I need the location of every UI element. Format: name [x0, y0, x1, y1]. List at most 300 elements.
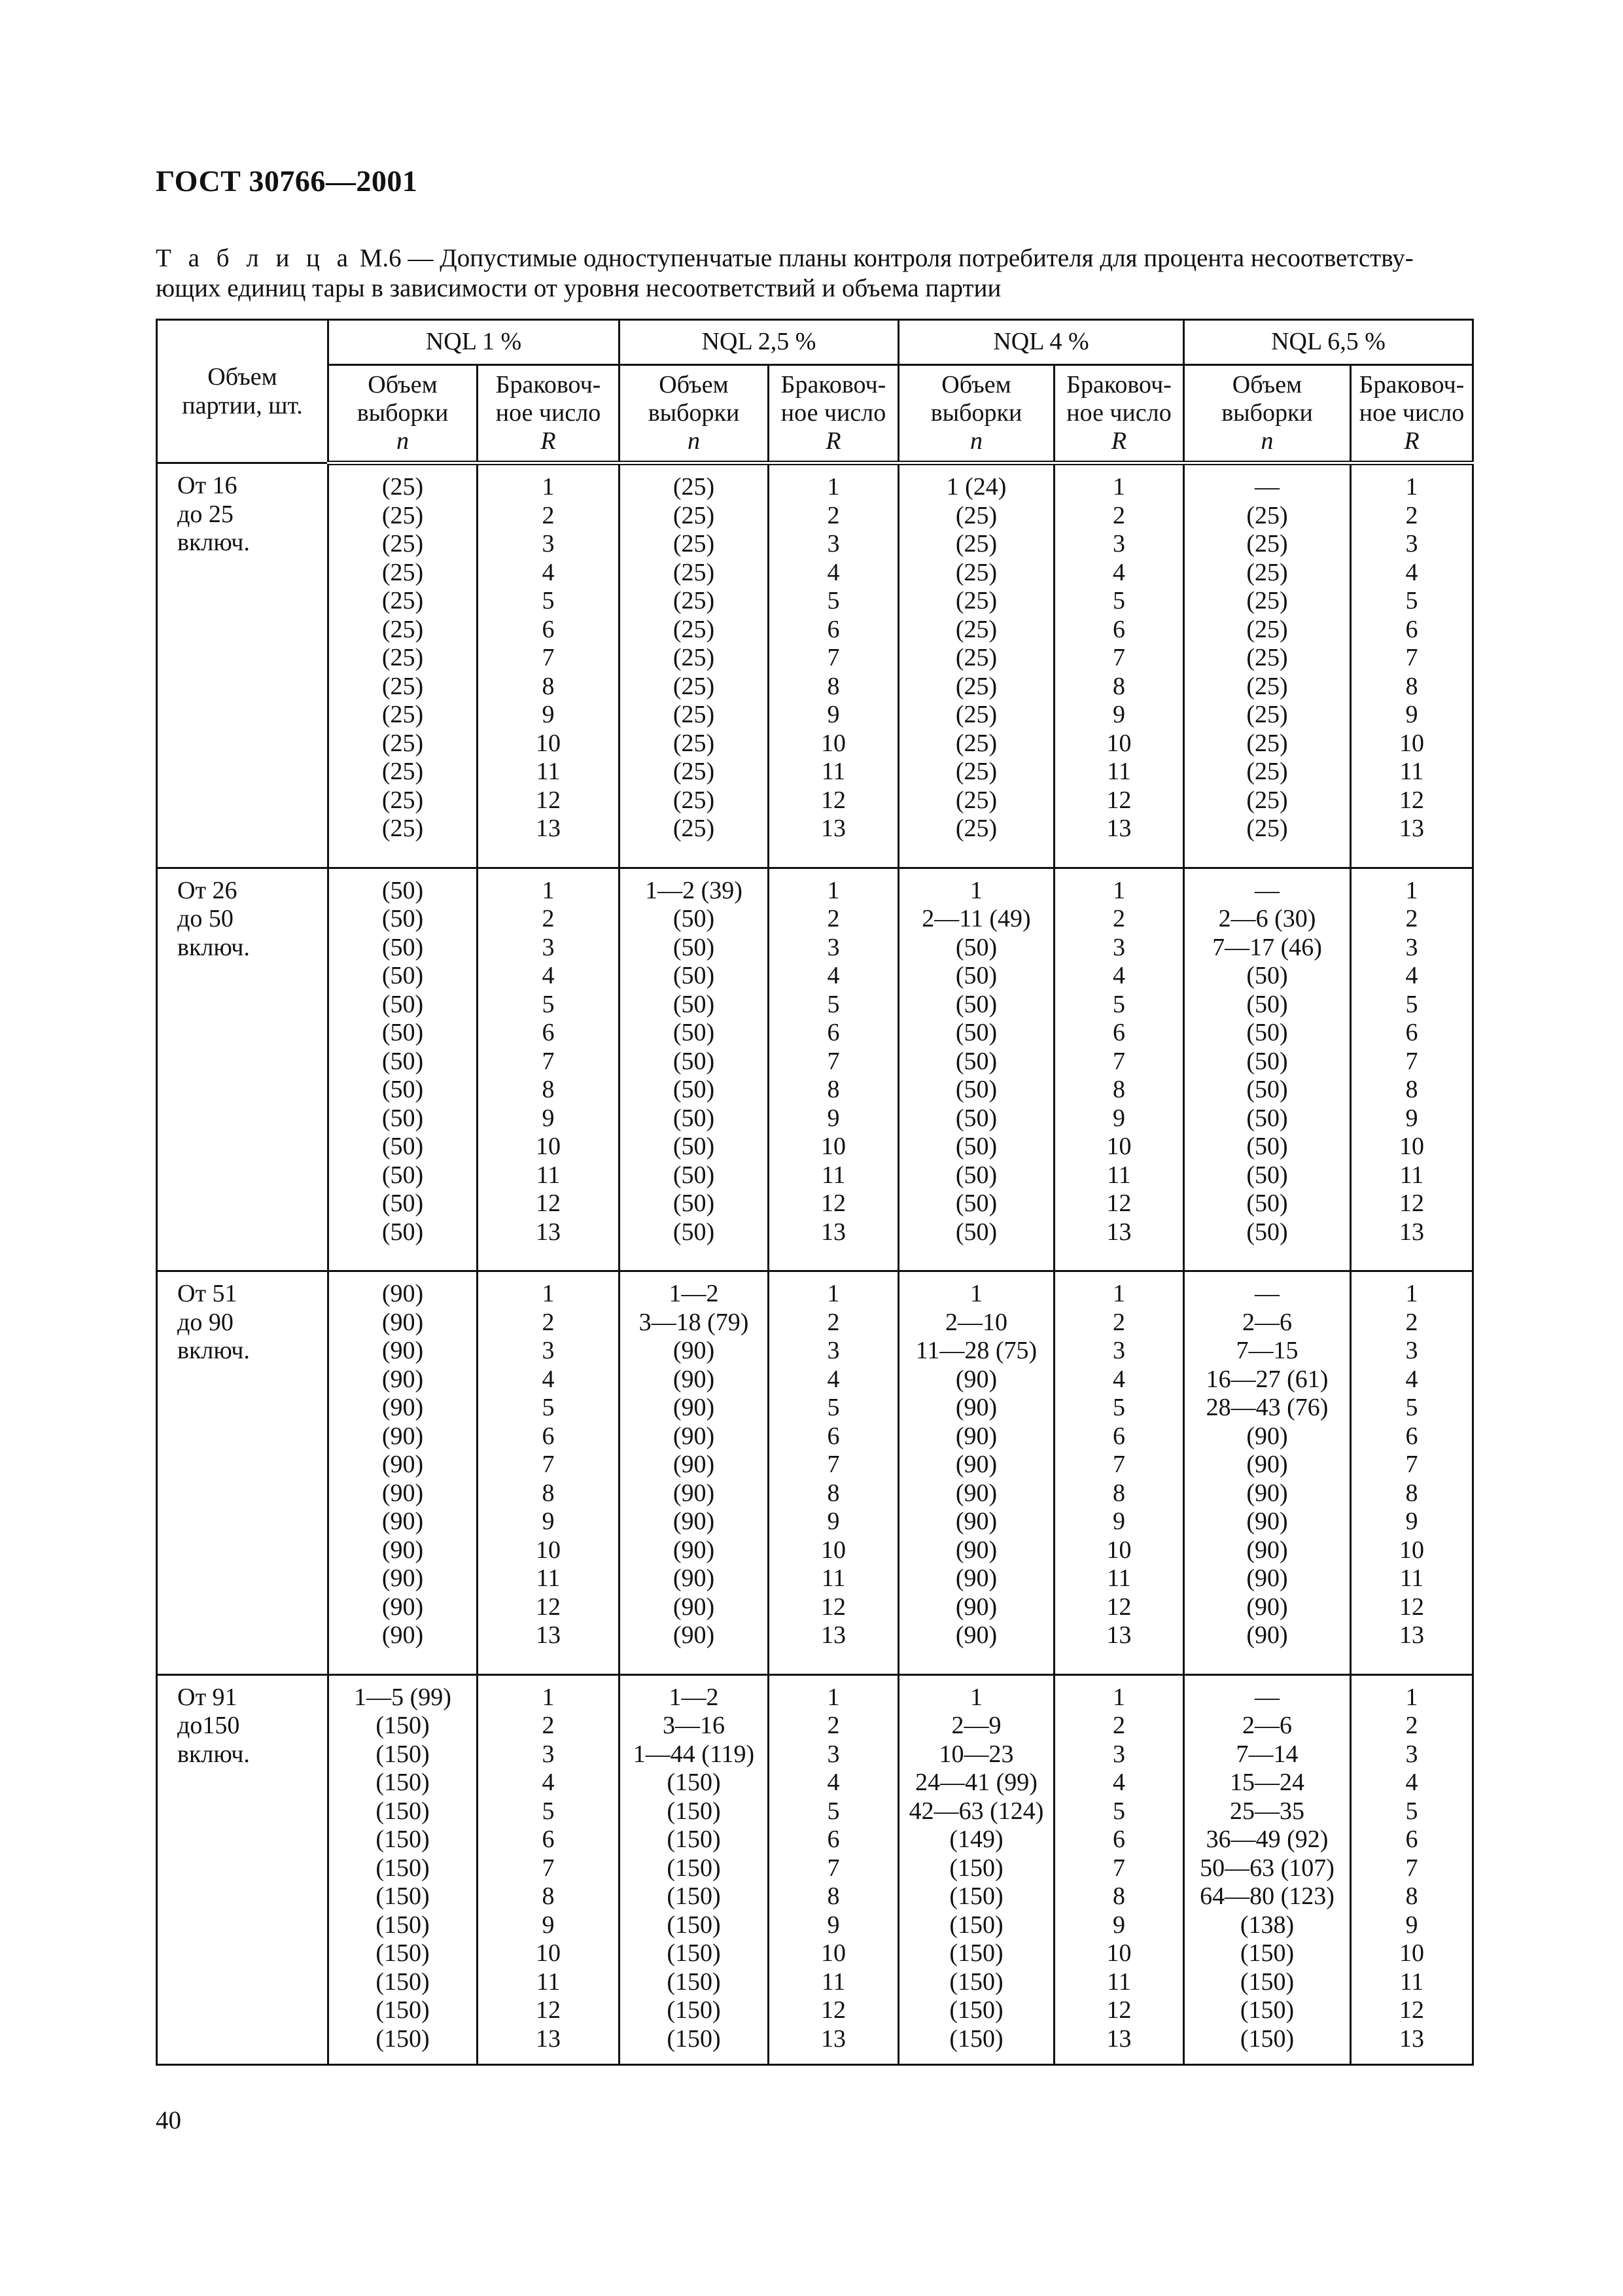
rejection-number-cell	[1351, 1674, 1473, 2065]
sample-size-value: (25)	[1246, 587, 1288, 614]
rejection-number-value: 1	[1113, 1280, 1125, 1307]
rejection-number-value: 13	[536, 1218, 561, 1246]
sample-size-value: (50)	[1246, 1218, 1288, 1246]
rejection-number-value: 12	[821, 1190, 846, 1217]
rejection-number-value: 3	[1113, 1740, 1125, 1768]
rejection-number-value: 10	[1399, 729, 1424, 757]
sample-size-value: 50—63 (107)	[1200, 1854, 1335, 1882]
rejection-number-value: 9	[542, 1911, 555, 1939]
rejection-number-value: 4	[1405, 962, 1418, 989]
sample-size-value: (90)	[672, 1508, 715, 1535]
rejection-number-value: 10	[1106, 1133, 1132, 1160]
header-line: выборки	[1221, 399, 1313, 427]
rejection-number-value: 10	[821, 1133, 846, 1160]
sample-size-value: (90)	[955, 1564, 998, 1592]
symbol-label: n	[688, 427, 700, 455]
rejection-number-value: 4	[1405, 1365, 1418, 1393]
caption-label: Т а б л и ц а	[156, 244, 353, 272]
sample-size-value: (90)	[672, 1621, 715, 1649]
sample-size-value: 1—5 (99)	[354, 1683, 451, 1711]
rejection-number-cell	[478, 1271, 620, 1675]
sample-size-value: 1	[970, 1280, 983, 1307]
sample-size-value: (50)	[672, 1190, 715, 1217]
sample-size-value: (50)	[955, 1133, 998, 1160]
header-line: Объем	[941, 371, 1011, 398]
rejection-number-value: 4	[1405, 1769, 1418, 1796]
rejection-number-value: 12	[536, 1593, 561, 1621]
rejection-number-value: 1	[1405, 473, 1418, 501]
sample-size-value: (90)	[1246, 1479, 1288, 1507]
sample-size-value: (90)	[1246, 1621, 1288, 1649]
rejection-number-value: 6	[1405, 1019, 1418, 1046]
rejection-number-header	[769, 365, 899, 463]
sample-size-value: (90)	[381, 1280, 424, 1307]
rejection-number-value: 6	[827, 1826, 840, 1853]
sample-size-value: (25)	[672, 587, 715, 614]
rejection-number-value: 11	[1107, 1564, 1131, 1592]
rejection-number-value: 8	[827, 1076, 840, 1103]
rejection-number-cell	[1351, 868, 1473, 1271]
rejection-number-value: 13	[1399, 1218, 1424, 1246]
rejection-number-value: 6	[1113, 1422, 1125, 1450]
sample-size-value: (150)	[375, 1797, 430, 1825]
sample-size-value: (50)	[672, 1218, 715, 1246]
rejection-number-value: 2	[827, 501, 840, 529]
lot-size-line: включ.	[177, 1740, 250, 1768]
rejection-number-value: 6	[1405, 1422, 1418, 1450]
rejection-number-value: 8	[1113, 1479, 1125, 1507]
sample-size-value: (50)	[1246, 1161, 1288, 1189]
header-line: Объем	[1232, 371, 1302, 398]
sample-size-value: (50)	[1246, 962, 1288, 989]
sample-size-value: (50)	[381, 1190, 424, 1217]
rejection-number-value: 5	[542, 1394, 555, 1421]
rejection-number-value: 10	[1106, 1536, 1132, 1564]
rejection-number-value: 4	[827, 1769, 840, 1796]
rejection-number-value: 5	[1405, 1394, 1418, 1421]
sample-size-value: (150)	[375, 1939, 430, 1967]
header-line: ное число	[780, 399, 886, 427]
rejection-number-value: 13	[1399, 2024, 1424, 2053]
lot-size-line: до 90	[177, 1308, 234, 1336]
sample-size-value: 42—63 (124)	[909, 1797, 1044, 1825]
sample-size-value: 64—80 (123)	[1200, 1882, 1335, 1910]
sample-size-value: (150)	[375, 1826, 430, 1853]
sample-size-value: (90)	[1246, 1593, 1288, 1621]
rejection-number-value: 5	[542, 1797, 555, 1825]
rejection-number-value: 2	[542, 905, 555, 932]
sample-size-value: (50)	[1246, 1047, 1288, 1075]
sample-size-cell	[1184, 1271, 1351, 1675]
rejection-number-value: 3	[542, 1740, 555, 1768]
sample-size-cell	[1184, 868, 1351, 1271]
sample-size-value: (150)	[949, 1939, 1003, 1967]
rejection-number-value: 8	[1113, 1076, 1125, 1103]
rejection-number-value: 7	[1113, 1854, 1125, 1882]
rejection-number-value: 2	[1405, 501, 1418, 529]
rejection-number-cell	[1055, 1271, 1184, 1675]
sample-size-value: 1 (24)	[946, 473, 1007, 501]
sample-size-value: (90)	[672, 1422, 715, 1450]
sample-size-cell	[1184, 1674, 1351, 2065]
sample-size-header	[328, 365, 478, 463]
rejection-number-value: 13	[821, 1621, 846, 1649]
rejection-number-value: 2	[1405, 1712, 1418, 1739]
rejection-number-value: 12	[821, 1996, 846, 2024]
sample-size-value: (25)	[381, 615, 424, 643]
sample-size-value: (50)	[672, 990, 715, 1018]
sample-size-value: (25)	[1246, 501, 1288, 529]
sample-size-value: (150)	[375, 1911, 430, 1939]
sample-size-cell	[620, 868, 769, 1271]
sample-size-value: (25)	[672, 786, 715, 814]
rejection-number-cell	[1351, 1271, 1473, 1675]
rejection-number-value: 2	[1113, 501, 1125, 529]
rejection-number-value: 7	[827, 1854, 840, 1882]
sample-size-value: (25)	[381, 530, 424, 557]
rejection-number-value: 3	[1405, 1740, 1418, 1768]
rejection-number-cell	[769, 463, 899, 868]
sample-size-value: (90)	[381, 1422, 424, 1450]
table-caption	[156, 243, 1471, 304]
lot-size-cell	[157, 868, 328, 1271]
rejection-number-value: 13	[821, 2024, 846, 2053]
sample-size-value: (50)	[381, 933, 424, 961]
rejection-number-value: 9	[1405, 701, 1418, 728]
lot-size-line: до 50	[177, 905, 234, 932]
rejection-number-value: 1	[827, 1280, 840, 1307]
rejection-number-value: 8	[827, 672, 840, 700]
lot-size-line: включ.	[177, 529, 250, 556]
rejection-number-value: 9	[1113, 1911, 1125, 1939]
sample-size-value: (50)	[672, 1076, 715, 1103]
rejection-number-value: 6	[827, 1422, 840, 1450]
sample-size-value: (90)	[672, 1394, 715, 1421]
sample-size-value: (50)	[672, 1047, 715, 1075]
rejection-number-value: 9	[1113, 1508, 1125, 1535]
sample-size-value: (150)	[1240, 1996, 1295, 2024]
rejection-number-value: 10	[1106, 1939, 1132, 1967]
sample-size-value: 1	[970, 876, 983, 904]
rejection-number-value: 12	[536, 1190, 561, 1217]
rejection-number-value: 12	[1106, 1593, 1132, 1621]
rejection-number-value: 3	[1405, 933, 1418, 961]
rejection-number-value: 5	[1113, 1394, 1125, 1421]
sample-size-value: (25)	[381, 587, 424, 614]
rejection-number-value: 7	[1113, 1047, 1125, 1075]
rejection-number-value: 5	[827, 990, 840, 1018]
lot-size-line: От 16	[177, 472, 237, 499]
rejection-number-value: 7	[827, 1047, 840, 1075]
sample-size-value: (25)	[381, 473, 424, 501]
rejection-number-value: 5	[1113, 1797, 1125, 1825]
lot-size-line: до 25	[177, 500, 234, 528]
symbol-label: R	[1111, 427, 1127, 455]
sample-size-value: 2—6 (30)	[1218, 905, 1316, 932]
sample-size-value: 24—41 (99)	[915, 1769, 1038, 1796]
rejection-number-value: 7	[542, 1451, 555, 1478]
sample-size-value: 3—18 (79)	[638, 1308, 749, 1336]
rejection-number-value: 3	[542, 1337, 555, 1364]
sample-size-value: 2—6	[1242, 1712, 1292, 1739]
sample-size-value: (50)	[672, 933, 715, 961]
rejection-number-value: 13	[536, 815, 561, 842]
sample-size-value: (90)	[672, 1536, 715, 1564]
rejection-number-value: 4	[542, 558, 555, 586]
rejection-number-value: 2	[1405, 905, 1418, 932]
rejection-number-value: 10	[1399, 1939, 1424, 1967]
sample-size-value: (25)	[955, 501, 998, 529]
table-row	[157, 1271, 1473, 1675]
rejection-number-value: 4	[827, 962, 840, 989]
rejection-number-value: 12	[821, 786, 846, 814]
sample-size-value: (150)	[375, 1882, 430, 1910]
lot-size-cell	[157, 463, 328, 868]
sample-size-value: (50)	[955, 990, 998, 1018]
sample-size-value: (90)	[672, 1593, 715, 1621]
rejection-number-value: 5	[1405, 990, 1418, 1018]
header-line: ное число	[1359, 399, 1465, 427]
sample-size-header	[1184, 365, 1351, 463]
rejection-number-value: 11	[1399, 1564, 1424, 1592]
rejection-number-value: 12	[1399, 1190, 1424, 1217]
caption-text: М.6 — Допустимые одноступенчатые планы контроля потребителя для процента несоответству-ющих единиц тары в зависимости от уровня несоответствий и объема партии	[156, 244, 1414, 302]
sample-size-value: (90)	[672, 1479, 715, 1507]
sample-size-cell	[620, 463, 769, 868]
sample-size-value: (25)	[381, 501, 424, 529]
rejection-number-value: 2	[1405, 1308, 1418, 1336]
rejection-number-value: 11	[536, 1161, 561, 1189]
sample-size-value: (50)	[672, 1019, 715, 1046]
rejection-number-cell	[1055, 1674, 1184, 2065]
symbol-label: R	[540, 427, 556, 455]
rejection-number-value: 11	[821, 1161, 846, 1189]
sample-size-value: (90)	[1246, 1422, 1288, 1450]
sample-size-value: (25)	[1246, 786, 1288, 814]
rejection-number-value: 4	[1113, 962, 1125, 989]
sample-size-value: (25)	[381, 786, 424, 814]
rejection-number-value: 7	[1405, 1047, 1418, 1075]
lot-size-cell	[157, 1271, 328, 1675]
sample-size-value: —	[1255, 876, 1280, 904]
rejection-number-value: 12	[1399, 786, 1424, 814]
sample-size-value: (138)	[1240, 1911, 1295, 1939]
sample-size-value: (150)	[949, 1854, 1003, 1882]
sample-size-value: (25)	[672, 644, 715, 671]
rejection-number-value: 5	[827, 1797, 840, 1825]
rejection-number-value: 7	[827, 1451, 840, 1478]
rejection-number-value: 11	[536, 1564, 561, 1592]
sample-size-value: (25)	[672, 815, 715, 842]
rejection-number-value: 12	[1106, 786, 1132, 814]
rejection-number-value: 2	[827, 1308, 840, 1336]
sample-size-value: (90)	[955, 1508, 998, 1535]
rejection-number-value: 12	[1106, 1190, 1132, 1217]
rejection-number-value: 1	[827, 1683, 840, 1711]
rejection-number-value: 11	[1399, 1968, 1424, 1996]
sample-size-value: 11—28 (75)	[915, 1337, 1038, 1364]
sample-size-cell	[899, 463, 1055, 868]
rejection-number-cell	[769, 1271, 899, 1675]
sample-size-value: 10—23	[939, 1740, 1014, 1768]
rejection-number-value: 13	[1399, 1621, 1424, 1649]
rejection-number-value: 4	[1113, 558, 1125, 586]
rejection-number-value: 1	[1113, 876, 1125, 904]
header-line: Браковоч-	[495, 371, 601, 398]
rejection-number-value: 8	[542, 1882, 555, 1910]
rejection-number-value: 3	[827, 933, 840, 961]
sample-size-value: (90)	[1246, 1536, 1288, 1564]
sample-size-value: (50)	[381, 1076, 424, 1103]
lot-size-line: От 26	[177, 876, 237, 904]
sample-size-value: (90)	[672, 1564, 715, 1592]
sample-size-value: —	[1255, 1280, 1280, 1307]
sample-size-value: (150)	[667, 2024, 721, 2053]
rejection-number-value: 9	[827, 1104, 840, 1132]
rejection-number-value: 1	[1113, 1683, 1125, 1711]
sample-size-value: (25)	[381, 672, 424, 700]
sample-size-value: (25)	[955, 558, 998, 586]
rejection-number-cell	[769, 868, 899, 1271]
sample-size-value: (50)	[1246, 1190, 1288, 1217]
rejection-number-value: 13	[821, 815, 846, 842]
sample-size-value: (50)	[955, 1047, 998, 1075]
sample-size-value: 28—43 (76)	[1206, 1394, 1329, 1421]
rejection-number-value: 7	[1405, 1854, 1418, 1882]
rejection-number-value: 10	[1399, 1133, 1424, 1160]
rejection-number-value: 3	[1405, 530, 1418, 557]
rejection-number-header	[1055, 365, 1184, 463]
sample-size-value: (90)	[381, 1308, 424, 1336]
sample-size-value: (25)	[381, 558, 424, 586]
sample-size-value: (150)	[949, 1996, 1003, 2024]
sample-size-value: (25)	[672, 729, 715, 757]
rejection-number-value: 8	[1113, 1882, 1125, 1910]
rejection-number-value: 13	[821, 1218, 846, 1246]
sample-size-value: (25)	[1246, 672, 1288, 700]
sample-size-value: (50)	[381, 1019, 424, 1046]
sample-size-value: (50)	[955, 1161, 998, 1189]
rejection-number-value: 7	[1113, 1451, 1125, 1478]
sample-size-value: (50)	[672, 1161, 715, 1189]
sample-size-value: 1—44 (119)	[633, 1740, 755, 1768]
sample-size-value: (25)	[672, 530, 715, 557]
rejection-number-value: 11	[1107, 1968, 1131, 1996]
rejection-number-value: 12	[1399, 1593, 1424, 1621]
rejection-number-cell	[1351, 463, 1473, 868]
rejection-number-value: 8	[1405, 1882, 1418, 1910]
rejection-number-value: 5	[542, 587, 555, 614]
rejection-number-value: 10	[536, 729, 561, 757]
sample-size-value: (25)	[381, 815, 424, 842]
rejection-number-value: 9	[542, 701, 555, 728]
sample-size-value: (50)	[672, 1104, 715, 1132]
rejection-number-value: 2	[1113, 1712, 1125, 1739]
rejection-number-value: 7	[542, 644, 555, 671]
sample-size-value: (25)	[955, 786, 998, 814]
nql-header-3: NQL 4 %	[899, 320, 1184, 365]
sample-size-value: (25)	[672, 615, 715, 643]
sample-size-value: (25)	[1246, 530, 1288, 557]
rejection-number-value: 10	[821, 729, 846, 757]
sample-size-value: 7—14	[1236, 1740, 1299, 1768]
sample-size-value: 2—11 (49)	[922, 905, 1031, 932]
rejection-number-value: 4	[1405, 558, 1418, 586]
header-line: выборки	[930, 399, 1022, 427]
lot-size-line: до150	[177, 1712, 240, 1739]
lot-size-line: включ.	[177, 1337, 250, 1364]
sample-size-value: (50)	[955, 1190, 998, 1217]
rejection-number-value: 9	[827, 1911, 840, 1939]
sample-size-value: (50)	[381, 1104, 424, 1132]
sample-size-value: (25)	[672, 558, 715, 586]
symbol-label: R	[826, 427, 841, 455]
sample-size-value: (25)	[1246, 815, 1288, 842]
sample-size-value: (25)	[955, 530, 998, 557]
rejection-number-value: 9	[1405, 1508, 1418, 1535]
rejection-number-value: 10	[1399, 1536, 1424, 1564]
sample-size-value: 15—24	[1230, 1769, 1304, 1796]
rejection-number-value: 1	[542, 1683, 555, 1711]
sample-size-value: (50)	[955, 1076, 998, 1103]
rejection-number-value: 6	[542, 1422, 555, 1450]
rejection-number-value: 13	[1106, 1218, 1132, 1246]
sample-size-value: (149)	[949, 1826, 1003, 1853]
sample-size-value: (90)	[672, 1451, 715, 1478]
sample-size-value: (150)	[375, 1712, 430, 1739]
sample-size-value: (90)	[955, 1422, 998, 1450]
sample-size-value: (50)	[1246, 1104, 1288, 1132]
sample-size-value: (90)	[381, 1479, 424, 1507]
sample-size-value: (25)	[672, 501, 715, 529]
rejection-number-value: 8	[542, 1479, 555, 1507]
sample-size-value: (50)	[955, 933, 998, 961]
rejection-number-value: 6	[1113, 615, 1125, 643]
rejection-number-value: 7	[542, 1047, 555, 1075]
rejection-number-value: 4	[542, 1365, 555, 1393]
rejection-number-value: 12	[1399, 1996, 1424, 2024]
rejection-number-value: 13	[536, 2024, 561, 2053]
sample-size-header	[620, 365, 769, 463]
sample-size-value: (150)	[375, 2024, 430, 2053]
sample-size-value: (50)	[381, 876, 424, 904]
rejection-number-value: 9	[827, 1508, 840, 1535]
rejection-number-cell	[478, 868, 620, 1271]
rejection-number-value: 3	[542, 933, 555, 961]
rejection-number-value: 2	[542, 1308, 555, 1336]
sample-size-value: (25)	[1246, 558, 1288, 586]
sample-size-value: (150)	[667, 1996, 721, 2024]
rejection-number-value: 1	[542, 473, 555, 501]
rejection-number-value: 13	[536, 1621, 561, 1649]
sample-size-value: (50)	[672, 1133, 715, 1160]
rejection-number-value: 3	[827, 1337, 840, 1364]
rejection-number-value: 13	[1106, 2024, 1132, 2053]
nql-header-4: NQL 6,5 %	[1184, 320, 1473, 365]
table-row	[157, 868, 1473, 1271]
sample-size-value: (90)	[381, 1593, 424, 1621]
sample-size-value: (50)	[381, 1047, 424, 1075]
rejection-number-value: 3	[1113, 933, 1125, 961]
rejection-number-cell	[769, 1674, 899, 2065]
sample-size-value: (90)	[955, 1451, 998, 1478]
sample-size-value: (90)	[672, 1365, 715, 1393]
sample-size-value: 2—10	[945, 1308, 1007, 1336]
sample-size-cell	[328, 1271, 478, 1675]
sample-size-value: (25)	[955, 587, 998, 614]
rejection-number-value: 6	[1113, 1019, 1125, 1046]
sample-size-value: (90)	[955, 1593, 998, 1621]
